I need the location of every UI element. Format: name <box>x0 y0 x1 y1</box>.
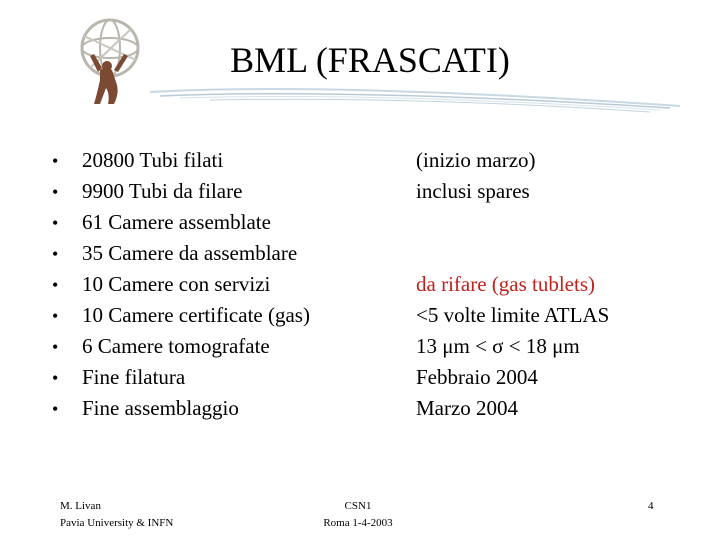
footer-place-date: Roma 1-4-2003 <box>323 517 393 529</box>
item-note: inclusi spares <box>416 179 530 203</box>
item-note: da rifare (gas tublets) <box>416 272 596 296</box>
footer-meeting: CSN1 <box>344 500 372 512</box>
item-note: 13 μm < σ < 18 μm <box>416 334 580 358</box>
bullet-icon: • <box>52 213 59 233</box>
list-item <box>52 331 310 362</box>
footer-affiliation: Pavia University & INFN <box>60 517 174 529</box>
atlas-globe-logo-icon <box>70 8 150 108</box>
bullet-icon: • <box>52 399 59 419</box>
bullet-icon: • <box>52 244 59 264</box>
list-item <box>52 269 310 300</box>
list-item <box>52 300 310 331</box>
bullet-icon: • <box>52 151 59 171</box>
footer-author-block <box>60 498 173 532</box>
item-text: 6 Camere tomografate <box>82 334 270 358</box>
footer-meeting-block <box>312 498 404 532</box>
item-note: (inizio marzo) <box>416 148 536 172</box>
item-text: 10 Camere con servizi <box>82 272 271 296</box>
item-note: <5 volte limite ATLAS <box>416 303 610 327</box>
list-item <box>52 145 310 176</box>
footer-author: M. Livan <box>60 500 101 512</box>
item-note <box>416 207 609 238</box>
item-text: 10 Camere certificate (gas) <box>82 303 310 327</box>
page-title: BML (FRASCATI) <box>230 40 510 80</box>
bullet-icon: • <box>52 337 59 357</box>
list-item <box>52 176 310 207</box>
item-text: 35 Camere da assemblare <box>82 241 298 265</box>
list-item <box>52 362 310 393</box>
item-note: Febbraio 2004 <box>416 365 538 389</box>
bullet-icon: • <box>52 275 59 295</box>
bullet-icon: • <box>52 182 59 202</box>
notes-list <box>416 145 609 424</box>
item-text: Fine filatura <box>82 365 186 389</box>
bullet-icon: • <box>52 368 59 388</box>
status-bullet-list <box>52 145 310 424</box>
item-text: 61 Camere assemblate <box>82 210 271 234</box>
item-note <box>416 238 609 269</box>
item-note: Marzo 2004 <box>416 396 519 420</box>
list-item <box>52 393 310 424</box>
item-text: 9900 Tubi da filare <box>82 179 243 203</box>
bullet-icon: • <box>52 306 59 326</box>
list-item <box>52 238 310 269</box>
page-number: 4 <box>648 500 654 512</box>
title-swoosh-divider <box>150 78 680 118</box>
item-text: Fine assemblaggio <box>82 396 239 420</box>
list-item <box>52 207 310 238</box>
item-text: 20800 Tubi filati <box>82 148 224 172</box>
